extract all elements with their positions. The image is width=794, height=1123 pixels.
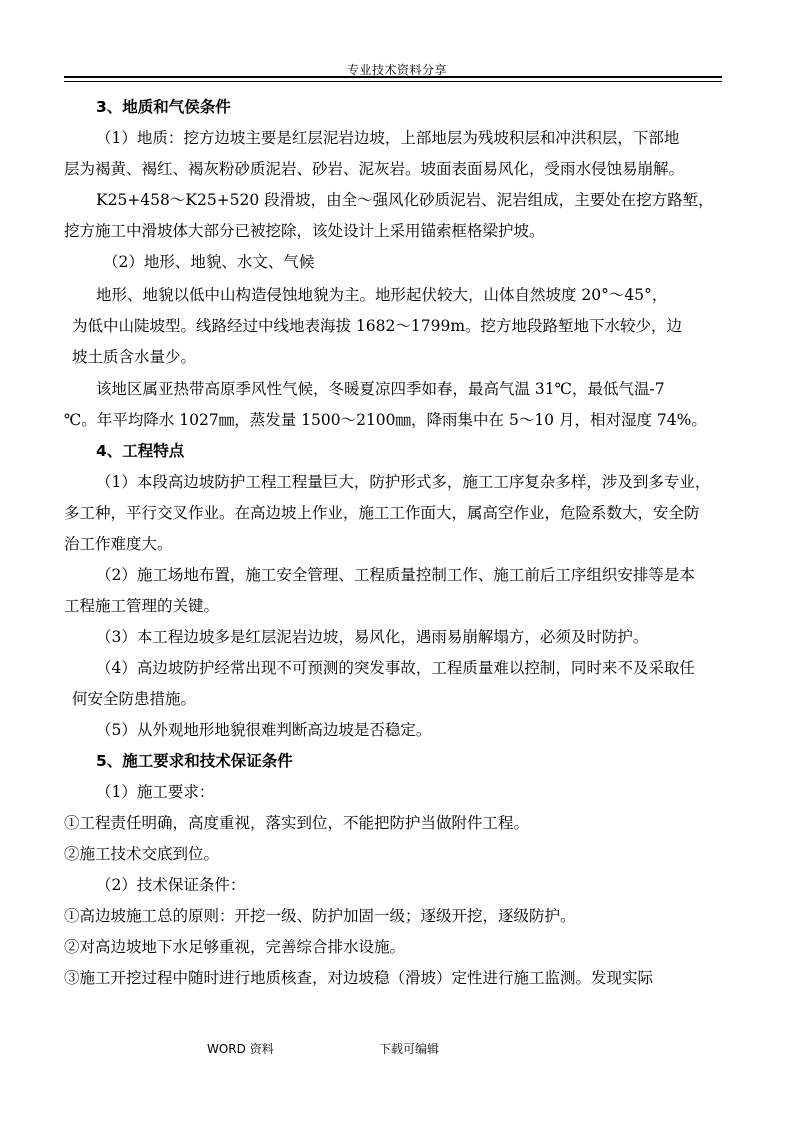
- text-line: 地形、地貌以低中山构造侵蚀地貌为主。地形起伏较大，山体自然坡度 20°～45°，: [96, 286, 668, 304]
- text-line: （2）技术保证条件：: [96, 876, 246, 894]
- text-line: ②施工技术交底到位。: [64, 845, 220, 863]
- footer-left: WORD 资料: [207, 1042, 274, 1056]
- section-heading-requirements: 5、施工要求和技术保证条件: [96, 752, 293, 770]
- text-line: 多工种，平行交叉作业。在高边坡上作业，施工工作面大，属高空作业，危险系数大，安全防: [64, 504, 700, 522]
- text-line: 该地区属亚热带高原季风性气候，冬暖夏凉四季如春，最高气温 31℃，最低气温-7: [96, 380, 665, 398]
- text-line: 坡土质含水量少。: [72, 348, 197, 366]
- text-line: 工程施工管理的关键。: [64, 597, 220, 615]
- text-line: （1）施工要求：: [96, 783, 215, 801]
- page-header: 专业技术资料分享: [346, 63, 447, 77]
- header-rule-thin: [64, 81, 722, 82]
- subheading-terrain: （2）地形、地貌、水文、气候: [103, 253, 315, 271]
- text-line: （2）施工场地布置，施工安全管理、工程质量控制工作、施工前后工序组织安排等是本: [96, 566, 695, 584]
- text-line: 治工作难度大。: [64, 535, 173, 553]
- text-line: ①高边坡施工总的原则：开挖一级、防护加固一级；逐级开挖，逐级防护。: [64, 907, 576, 925]
- text-line: （3）本工程边坡多是红层泥岩边坡，易风化，遇雨易崩解塌方，必须及时防护。: [96, 628, 649, 646]
- header-rule-thick: [64, 76, 722, 78]
- text-line: 挖方施工中滑坡体大部分已被挖除，该处设计上采用锚索框格梁护坡。: [64, 222, 545, 240]
- text-line: K25+458～K25+520 段滑坡，由全～强风化砂质泥岩、泥岩组成，主要处在挖方路堑，: [96, 191, 714, 209]
- text-line: ①工程责任明确，高度重视，落实到位，不能把防护当做附件工程。: [64, 814, 530, 832]
- section-heading-geology-climate: 3、地质和气侯条件: [96, 98, 231, 116]
- footer-right: 下载可编辑: [379, 1042, 440, 1056]
- text-line: ③施工开挖过程中随时进行地质核查，对边坡稳（滑坡）定性进行施工监测。发现实际: [64, 969, 654, 987]
- section-heading-features: 4、工程特点: [96, 442, 185, 460]
- text-line: （1）地质：挖方边坡主要是红层泥岩边坡，上部地层为残坡积层和冲洪积层，下部地: [96, 129, 680, 147]
- text-line: 何安全防患措施。: [72, 690, 197, 708]
- text-line: （1）本段高边坡防护工程工程量巨大，防护形式多，施工工序复杂多样，涉及到多专业，: [96, 473, 711, 491]
- text-line: 为低中山陡坡型。线路经过中线地表海拔 1682～1799m。挖方地段路堑地下水较少，边: [72, 317, 683, 335]
- text-line: 层为褐黄、褐红、褐灰粉砂质泥岩、砂岩、泥灰岩。坡面表面易风化，受雨水侵蚀易崩解。: [64, 160, 685, 178]
- text-line: （5）从外观地形地貌很难判断高边坡是否稳定。: [96, 721, 432, 739]
- text-line: ②对高边坡地下水足够重视，完善综合排水设施。: [64, 938, 406, 956]
- text-line: ℃。年平均降水 1027㎜，蒸发量 1500～2100㎜，降雨集中在 5～10 月，相对湿度 74%。: [64, 411, 707, 429]
- text-line: （4）高边坡防护经常出现不可预测的突发事故，工程质量难以控制，同时来不及采取任: [96, 659, 695, 677]
